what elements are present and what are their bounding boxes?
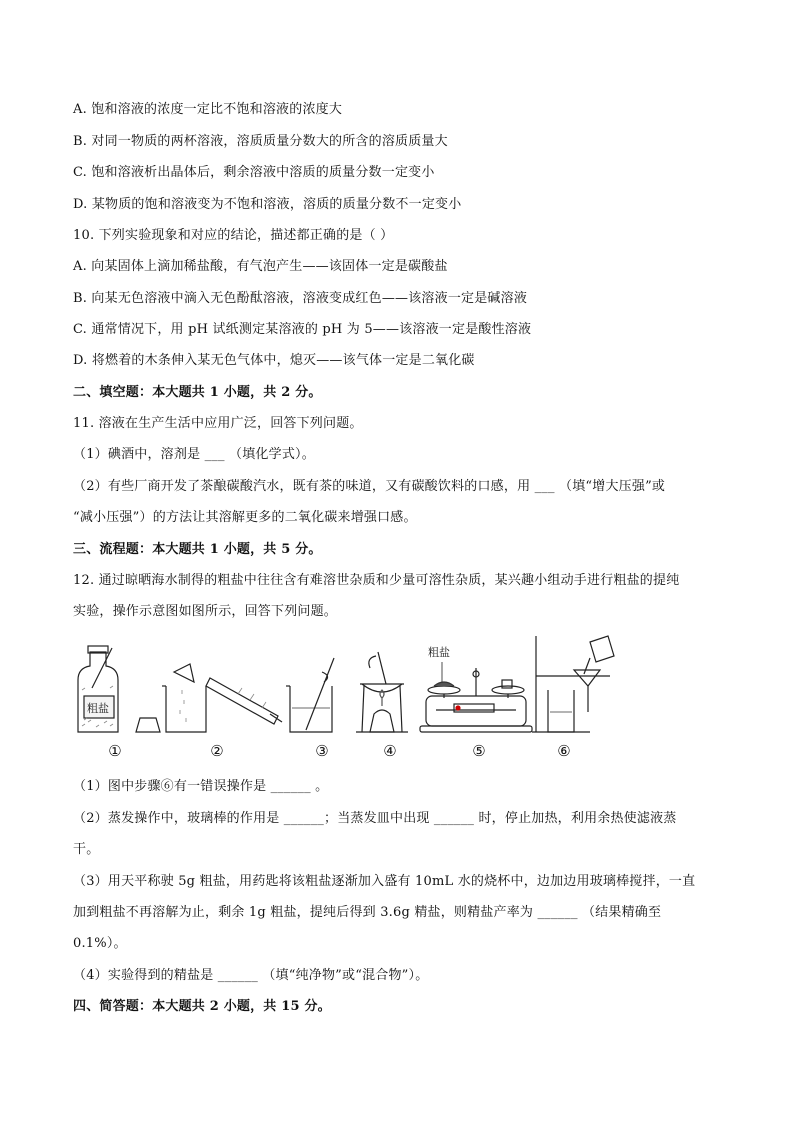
filtration-setup-icon [532,636,614,732]
q12-part-3b: 加到粗盐不再溶解为止，剩余 1g 粗盐，提纯后得到 3.6g 精盐，则精盐产率为 ______ （结果精确至 [73,905,662,920]
q12-part-2a: （2）蒸发操作中，玻璃棒的作用是 ______；当蒸发皿中出现 ______ 时，停止加热，利用余热使滤液蒸 [73,811,677,826]
q9-option-c: C. 饱和溶液析出晶体后，剩余溶液中溶质的质量分数一定变小 [73,165,435,180]
q12-part-3c: 0.1%）。 [73,936,127,951]
q10-option-b: B. 向某无色溶液中滴入无色酚酞溶液，溶液变成红色——该溶液一定是碱溶液 [73,291,528,306]
q10-option-c: C. 通常情况下，用 pH 试纸测定某溶液的 pH 为 5——该溶液一定是酸性溶液 [73,322,532,337]
balance-icon [420,662,532,732]
figure-label-5: ⑤ [472,742,486,760]
q12-stem-b: 实验，操作示意图如图所示，回答下列问题。 [73,604,338,619]
q10-option-d: D. 将燃着的木条伸入某无色气体中，熄灭——该气体一定是二氧化碳 [73,353,475,368]
salt-purification-figure [70,628,615,763]
figure-label-3: ③ [315,742,329,760]
q12-part-1: （1）图中步骤⑥有一错误操作是 ______ 。 [73,779,329,794]
q10-option-a: A. 向某固体上滴加稀盐酸，有气泡产生——该固体一定是碳酸盐 [73,259,448,274]
q11-stem: 11. 溶液在生产生活中应用广泛，回答下列问题。 [73,416,363,431]
q11-part-1: （1）碘酒中，溶剂是 ___ （填化学式）。 [73,447,315,462]
q9-option-a: A. 饱和溶液的浓度一定比不饱和溶液的浓度大 [73,102,343,117]
reagent-bottle-icon [78,646,160,732]
q12-stem-a: 12. 通过晾晒海水制得的粗盐中往往含有难溶世杂质和少量可溶性杂质，某兴趣小组动手进行粗盐的提纯 [73,573,680,588]
figure-label-1: ① [108,742,122,760]
graduated-cylinder-icon [162,664,282,732]
figure-label-2: ② [210,742,224,760]
bottle-label: 粗盐 [87,702,109,715]
q10-stem: 10. 下列实验现象和对应的结论，描述都正确的是（ ） [73,228,394,243]
figure-label-4: ④ [383,742,397,760]
q12-part-4: （4）实验得到的精盐是 ______ （填“纯净物”或“混合物”）。 [73,968,429,983]
q9-option-b: B. 对同一物质的两杯溶液，溶质质量分数大的所含的溶质质量大 [73,134,448,149]
q12-part-2b: 干。 [73,842,100,857]
figure-label-6: ⑥ [557,742,571,760]
section-2-heading: 二、填空题：本大题共 1 小题，共 2 分。 [73,385,322,400]
q11-part-2b: “减小压强”）的方法让其溶解更多的二氧化碳来增强口感。 [73,510,417,525]
q11-part-2a: （2）有些厂商开发了茶酿碳酸汽水，既有茶的味道，又有碳酸饮料的口感，用 ___ （填“增大压强”或 [73,479,666,494]
beaker-stirring-icon [286,658,334,732]
evaporation-setup-icon [356,652,408,732]
q9-option-d: D. 某物质的饱和溶液变为不饱和溶液，溶质的质量分数不一定变小 [73,197,462,212]
q12-part-3a: （3）用天平称驶 5g 粗盐，用药匙将该粗盐逐渐加入盛有 10mL 水的烧杯中，边加边用玻璃棒搅拌，一直 [73,874,696,889]
balance-label: 粗盐 [428,646,450,659]
section-3-heading: 三、流程题：本大题共 1 小题，共 5 分。 [73,542,322,557]
section-4-heading: 四、简答题：本大题共 2 小题，共 15 分。 [73,999,331,1014]
